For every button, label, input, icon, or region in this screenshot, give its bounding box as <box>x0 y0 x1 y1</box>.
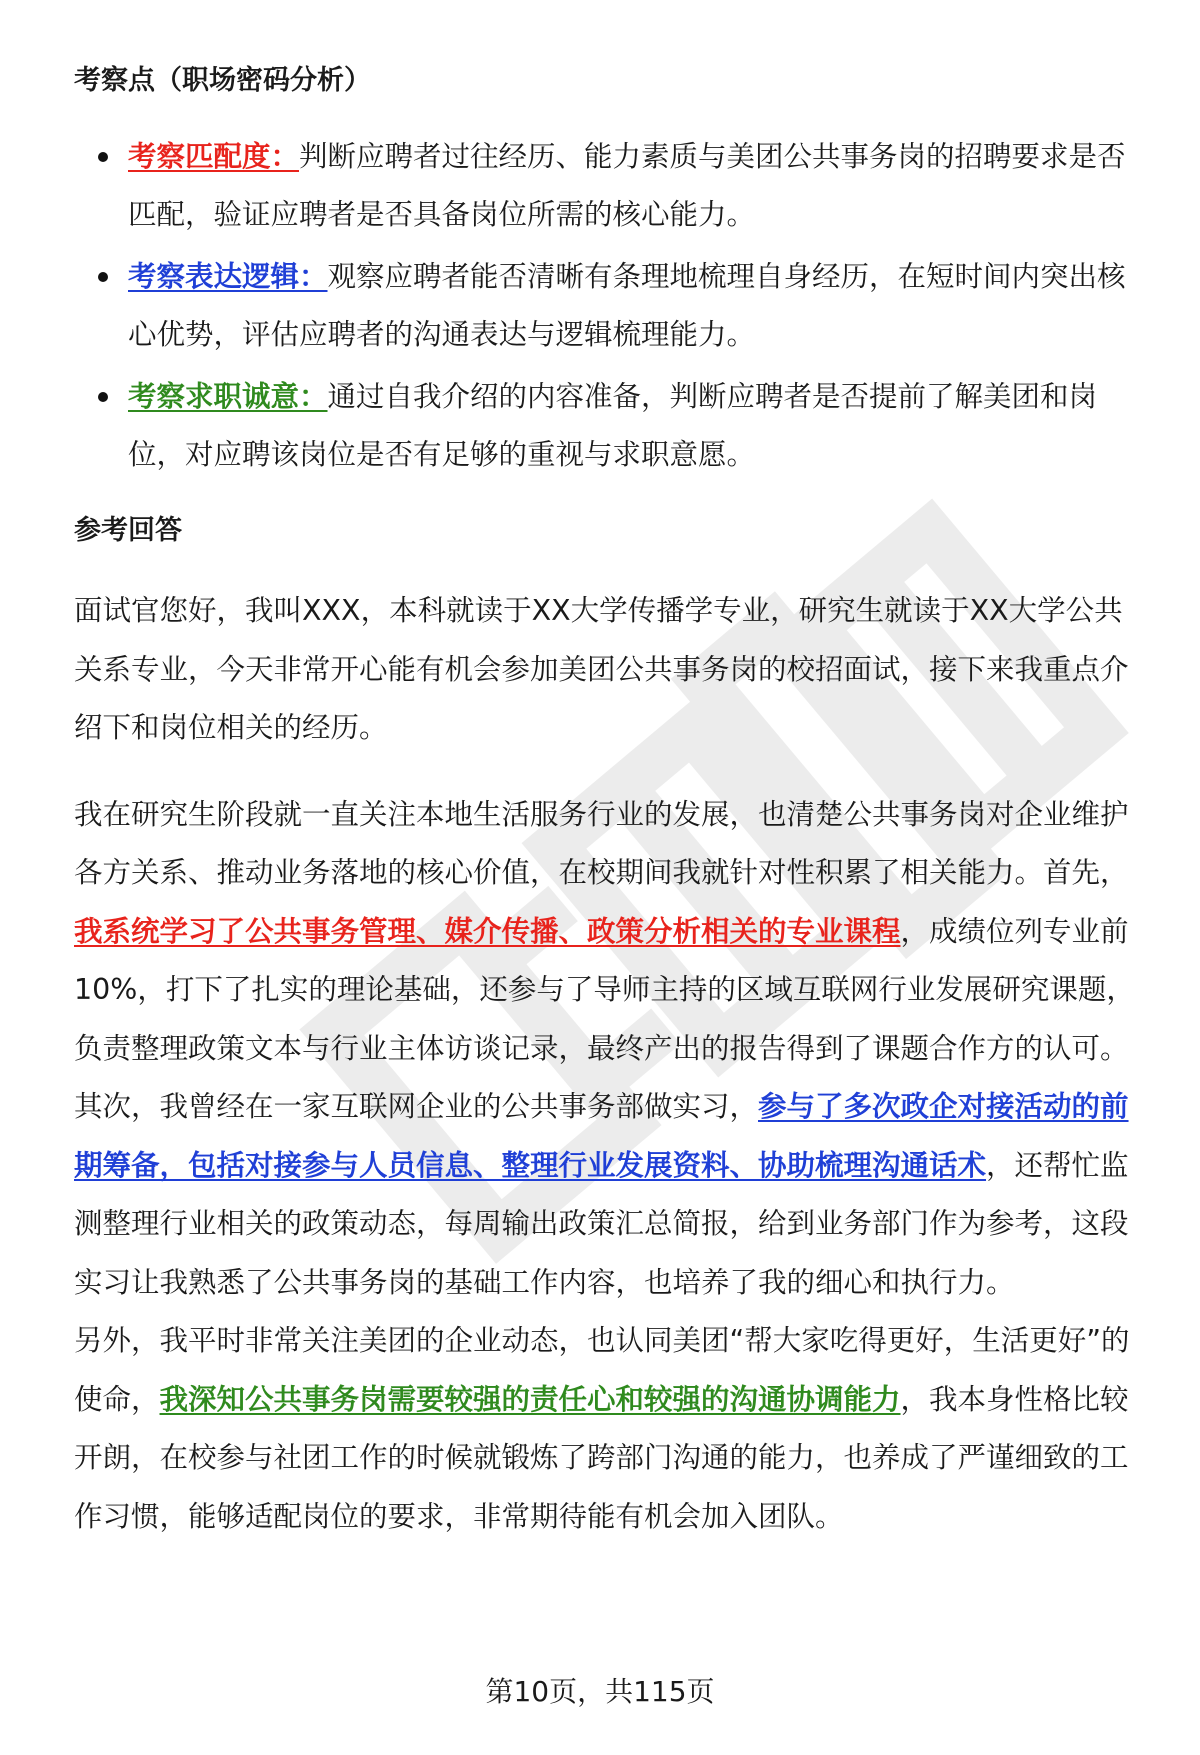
assessment-points-list <box>74 128 1148 484</box>
paragraph-text: 其次，我曾经在一家互联网企业的公共事务部做实习， <box>74 1090 759 1123</box>
list-item <box>74 368 1148 484</box>
point-label: 考察匹配度： <box>128 140 300 173</box>
highlight-text: 参与了多次政企对接活动的前期筹备，包括对接参与人员信息、整理行业发展资料、协助梳理沟通话术 <box>74 1090 1129 1182</box>
point-text: 判断应聘者过往经历、能力素质与美团公共事务岗的招聘要求是否匹配，验证应聘者是否具备岗位所需的核心能力。 <box>128 140 1126 231</box>
answer-paragraph-study <box>74 786 1148 1079</box>
point-text: 通过自我介绍的内容准备，判断应聘者是否提前了解美团和岗位，对应聘该岗位是否有足够的重视与求职意愿。 <box>128 380 1098 471</box>
paragraph-text: ，还帮忙监测整理行业相关的政策动态，每周输出政策汇总简报，给到业务部门作为参考，这段实习让我熟悉了公共事务岗的基础工作内容，也培养了我的细心和执行力。 <box>74 1148 1129 1299</box>
list-item <box>74 128 1148 244</box>
answer-section-title: 参考回答 <box>74 515 182 546</box>
highlight-text: 我深知公共事务岗需要较强的责任心和较强的沟通协调能力 <box>159 1382 901 1416</box>
answer-paragraph-intro: 面试官您好，我叫XXX，本科就读于XX大学传播学专业，研究生就读于XX大学公共关系专业，今天非常开心能有机会参加美团公共事务岗的校招面试，接下来我重点介绍下和岗位相关的经历。 <box>74 594 1129 744</box>
paragraph-text: 另外，我平时非常关注美团的企业动态，也认同美团“帮大家吃得更好，生活更好”的使命， <box>74 1324 1130 1416</box>
point-label: 考察表达逻辑： <box>128 260 328 293</box>
paragraph-text: 我在研究生阶段就一直关注本地生活服务行业的发展，也清楚公共事务岗对企业维护各方关系、推动业务落地的核心价值，在校期间我就针对性积累了相关能力。首先， <box>74 797 1129 889</box>
point-text: 观察应聘者能否清晰有条理地梳理自身经历，在短时间内突出核心优势，评估应聘者的沟通表达与逻辑梳理能力。 <box>128 260 1126 351</box>
highlight-text: 我系统学习了公共事务管理、媒介传播、政策分析相关的专业课程 <box>74 914 901 948</box>
answer-paragraph-motivation <box>74 1312 1148 1546</box>
bullet-icon <box>98 152 108 162</box>
bullet-icon <box>98 392 108 402</box>
point-label: 考察求职诚意： <box>128 380 328 413</box>
page-number: 第10页，共115页 <box>485 1675 715 1708</box>
points-section-title: 考察点（职场密码分析） <box>74 65 371 96</box>
paragraph-text: ，我本身性格比较开朗，在校参与社团工作的时候就锻炼了跨部门沟通的能力，也养成了严谨细致的工作习惯，能够适配岗位的要求，非常期待能有机会加入团队。 <box>74 1382 1129 1533</box>
bullet-icon <box>98 272 108 282</box>
paragraph-text: ，成绩位列专业前10%，打下了扎实的理论基础，还参与了导师主持的区域互联网行业发展研究课题，负责整理政策文本与行业主体访谈记录，最终产出的报告得到了课题合作方的认可。 <box>74 914 1135 1065</box>
list-item <box>74 248 1148 364</box>
answer-paragraph-internship <box>74 1078 1148 1312</box>
